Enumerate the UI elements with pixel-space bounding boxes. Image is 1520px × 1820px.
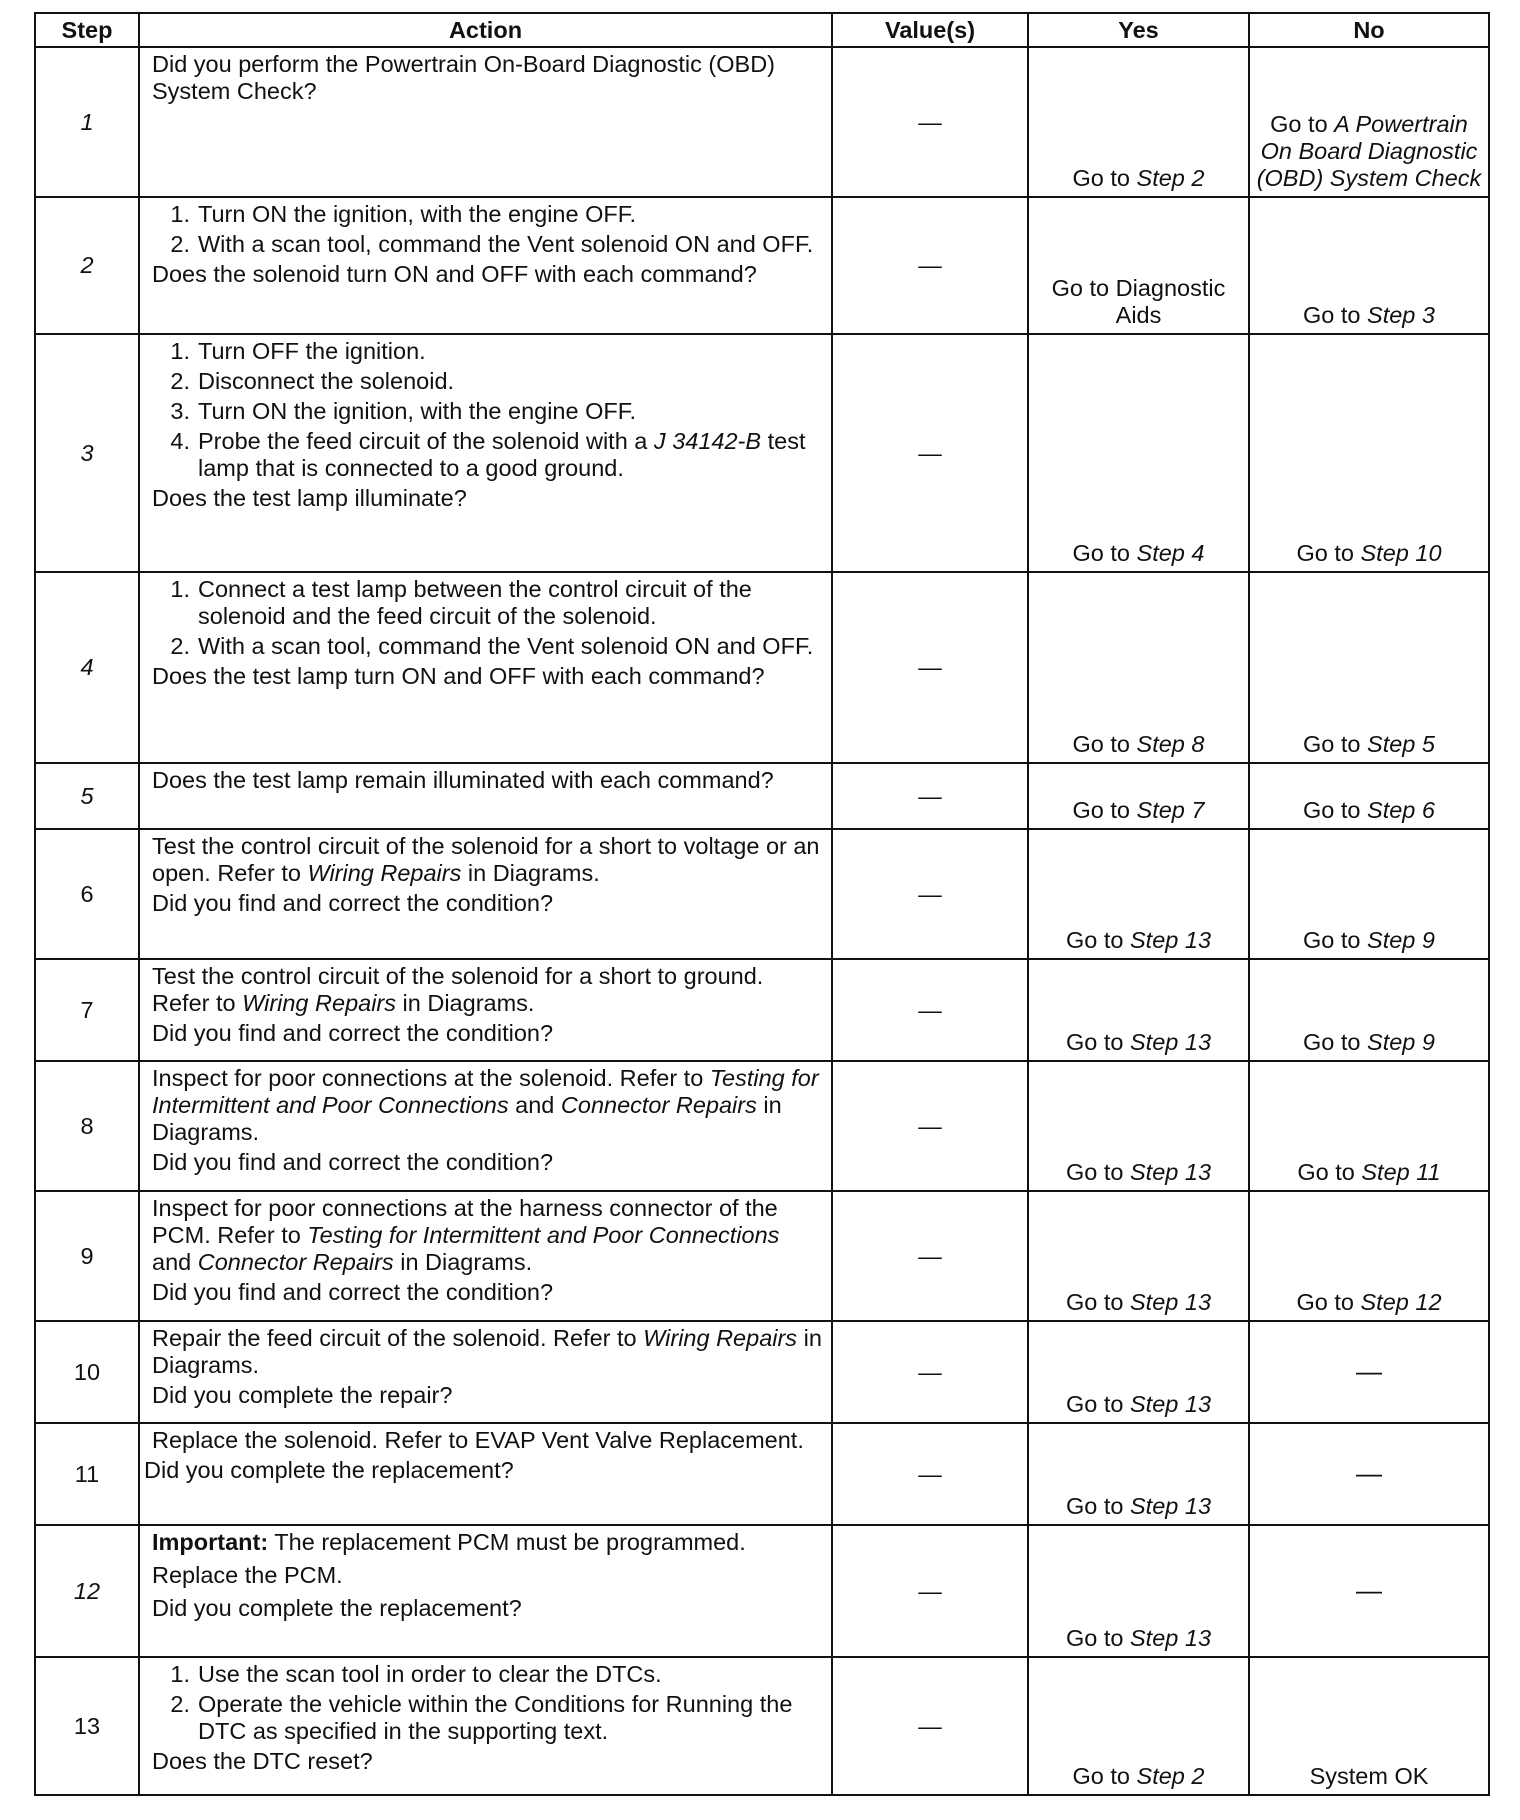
table-row [35, 1321, 1489, 1423]
item-text: Connect a test lamp between the control circuit of the solenoid and the feed circuit of the solenoid. [198, 576, 752, 629]
step-number: 10 [35, 1321, 139, 1423]
item-text [198, 428, 823, 482]
step-number: 8 [35, 1061, 139, 1191]
action-cell [139, 197, 832, 334]
doc-reference: Connector Repairs [560, 1092, 757, 1118]
yes-prefix: Go to [1065, 1159, 1130, 1185]
action-text-part: in Diagrams. [461, 860, 600, 886]
no-step-ref: Step 5 [1367, 731, 1435, 757]
yes-cell [1028, 829, 1249, 959]
doc-reference: Wiring Repairs [643, 1325, 798, 1351]
no-cell [1249, 1061, 1489, 1191]
value-cell: — [832, 334, 1028, 572]
action-cell [139, 334, 832, 572]
yes-prefix: Go to [1072, 165, 1137, 191]
numbered-item [152, 428, 823, 482]
no-step-ref: Step 9 [1367, 1029, 1435, 1055]
item-number: 4. [170, 428, 190, 454]
numbered-item [152, 201, 823, 228]
yes-step-ref: Step 13 [1130, 1625, 1212, 1651]
doc-reference: Wiring Repairs [307, 860, 462, 886]
action-cell [139, 1061, 832, 1191]
no-prefix: Go to [1303, 797, 1368, 823]
action-question: Did you find and correct the condition? [152, 1149, 554, 1175]
yes-cell: Go to Diagnostic Aids [1028, 197, 1249, 334]
action-text [152, 1325, 823, 1379]
item-text: Turn ON the ignition, with the engine OFF. [198, 398, 637, 424]
item-number: 1. [170, 576, 190, 602]
step-number: 9 [35, 1191, 139, 1321]
diagnostic-table [34, 12, 1490, 1796]
no-cell: — [1249, 1423, 1489, 1525]
yes-cell [1028, 47, 1249, 197]
table-row [35, 572, 1489, 763]
doc-reference: Testing for Intermittent and Poor Connections [152, 1065, 819, 1118]
no-prefix: Go to [1303, 302, 1368, 328]
yes-cell [1028, 1321, 1249, 1423]
tool-reference: J 34142-B [653, 428, 762, 454]
action-text [152, 833, 823, 887]
value-cell: — [832, 1525, 1028, 1657]
yes-cell [1028, 1191, 1249, 1321]
table-row [35, 1191, 1489, 1321]
action-cell [139, 829, 832, 959]
action-question: Did you find and correct the condition? [152, 890, 554, 916]
action-cell [139, 1525, 832, 1657]
value-cell: — [832, 572, 1028, 763]
action-question: Does the test lamp illuminate? [152, 485, 467, 511]
action-cell [139, 763, 832, 829]
item-text: With a scan tool, command the Vent solenoid ON and OFF. [198, 633, 814, 659]
table-row [35, 47, 1489, 197]
yes-cell [1028, 334, 1249, 572]
action-question: Did you find and correct the condition? [152, 1020, 554, 1046]
item-text-part: Probe the feed circuit of the solenoid with a [198, 428, 654, 454]
action-text-part: in Diagrams. [396, 990, 535, 1016]
no-step-ref: A Powertrain On Board Diagnostic (OBD) System Check [1256, 111, 1482, 191]
yes-step-ref: Step 13 [1130, 1391, 1212, 1417]
yes-cell [1028, 572, 1249, 763]
yes-prefix: Go to [1072, 1763, 1137, 1789]
value-cell: — [832, 1321, 1028, 1423]
action-text-part: Test the control circuit of the solenoid for a short to ground. Refer to [152, 963, 764, 1016]
no-cell: System OK [1249, 1657, 1489, 1795]
value-cell: — [832, 829, 1028, 959]
no-cell [1249, 763, 1489, 829]
item-number: 1. [170, 1661, 190, 1687]
no-prefix: Go to [1296, 1289, 1361, 1315]
action-cell [139, 1191, 832, 1321]
doc-reference: Connector Repairs [197, 1249, 394, 1275]
value-cell: — [832, 1423, 1028, 1525]
value-cell: — [832, 1191, 1028, 1321]
action-question: Does the solenoid turn ON and OFF with each command? [152, 261, 757, 287]
action-text: Did you perform the Powertrain On-Board Diagnostic (OBD) System Check? [152, 51, 775, 104]
no-step-ref: Step 6 [1367, 797, 1435, 823]
action-cell [139, 572, 832, 763]
important-text: The replacement PCM must be programmed. [268, 1529, 746, 1555]
action-cell [139, 1321, 832, 1423]
item-number: 1. [170, 201, 190, 227]
yes-prefix: Go to [1072, 797, 1137, 823]
no-step-ref: Step 3 [1367, 302, 1435, 328]
numbered-item [152, 338, 823, 365]
yes-step-ref: Step 13 [1130, 1029, 1212, 1055]
action-text-part: Test the control circuit of the solenoid for a short to voltage or an open. Refer to [152, 833, 820, 886]
item-number: 2. [170, 231, 190, 257]
table-row [35, 334, 1489, 572]
no-step-ref: Step 11 [1361, 1159, 1441, 1185]
numbered-item [152, 398, 823, 425]
action-text-part: and [508, 1092, 561, 1118]
value-cell: — [832, 197, 1028, 334]
action-text-part: Inspect for poor connections at the solenoid. Refer to [152, 1065, 710, 1091]
value-cell: — [832, 1657, 1028, 1795]
table-row [35, 1061, 1489, 1191]
yes-step-ref: Step 13 [1130, 927, 1212, 953]
header-yes: Yes [1028, 13, 1249, 47]
action-text-part: in Diagrams. [393, 1249, 533, 1275]
action-text [152, 963, 823, 1017]
doc-reference: Testing for Intermittent and Poor Connections [307, 1222, 780, 1248]
yes-prefix: Go to [1065, 927, 1130, 953]
step-number: 4 [35, 572, 139, 763]
step-number: 7 [35, 959, 139, 1061]
action-text-part: Inspect for poor connections at the harness connector of the PCM. Refer to [152, 1195, 778, 1248]
yes-step-ref: Step 2 [1136, 1763, 1205, 1789]
yes-cell [1028, 1657, 1249, 1795]
no-cell: — [1249, 1525, 1489, 1657]
header-step: Step [35, 13, 139, 47]
no-cell: — [1249, 1321, 1489, 1423]
table-row [35, 1657, 1489, 1795]
no-step-ref: Step 12 [1360, 1289, 1442, 1315]
action-cell [139, 47, 832, 197]
no-cell [1249, 829, 1489, 959]
no-prefix: Go to [1270, 111, 1335, 137]
doc-reference: Wiring Repairs [242, 990, 397, 1016]
action-text [152, 1195, 823, 1276]
yes-step-ref: Step 13 [1130, 1289, 1212, 1315]
numbered-item [152, 1661, 823, 1688]
step-number: 3 [35, 334, 139, 572]
action-question: Did you find and correct the condition? [152, 1279, 554, 1305]
item-text: With a scan tool, command the Vent solenoid ON and OFF. [198, 231, 814, 257]
item-number: 3. [170, 398, 190, 424]
yes-step-ref: Step 13 [1130, 1493, 1212, 1519]
step-number: 1 [35, 47, 139, 197]
no-cell [1249, 572, 1489, 763]
no-cell [1249, 1191, 1489, 1321]
value-cell: — [832, 47, 1028, 197]
table-row [35, 1423, 1489, 1525]
no-cell [1249, 959, 1489, 1061]
no-step-ref: Step 10 [1360, 540, 1442, 566]
table-row [35, 1525, 1489, 1657]
header-no: No [1249, 13, 1489, 47]
header-values: Value(s) [832, 13, 1028, 47]
no-prefix: Go to [1296, 540, 1361, 566]
action-question: Does the test lamp turn ON and OFF with each command? [152, 663, 765, 689]
numbered-item [152, 368, 823, 395]
item-text: Turn OFF the ignition. [198, 338, 426, 364]
item-text-part: test lamp that is connected to a good ground. [198, 428, 806, 481]
yes-step-ref: Step 2 [1136, 165, 1205, 191]
action-question: Did you complete the replacement? [152, 1595, 522, 1621]
yes-cell [1028, 1525, 1249, 1657]
table-row [35, 959, 1489, 1061]
value-cell: — [832, 959, 1028, 1061]
yes-step-ref: Step 4 [1136, 540, 1205, 566]
no-cell [1249, 197, 1489, 334]
numbered-item [152, 576, 823, 630]
action-text-part: Repair the feed circuit of the solenoid. Refer to [152, 1325, 644, 1351]
no-prefix: Go to [1303, 927, 1368, 953]
action-cell [139, 1657, 832, 1795]
item-number: 2. [170, 368, 190, 394]
step-number: 13 [35, 1657, 139, 1795]
action-text: Replace the PCM. [152, 1562, 343, 1588]
yes-prefix: Go to [1065, 1625, 1130, 1651]
step-number: 12 [35, 1525, 139, 1657]
item-number: 2. [170, 633, 190, 659]
numbered-item [152, 633, 823, 660]
item-text: Operate the vehicle within the Conditions for Running the DTC as specified in the supporting text. [198, 1691, 793, 1744]
value-cell: — [832, 1061, 1028, 1191]
action-text-part: in Diagrams. [152, 1092, 782, 1145]
item-number: 2. [170, 1691, 190, 1717]
step-number: 5 [35, 763, 139, 829]
no-prefix: Go to [1303, 1029, 1368, 1055]
action-question: Does the DTC reset? [152, 1748, 373, 1774]
numbered-item [152, 231, 823, 258]
yes-prefix: Go to [1065, 1029, 1130, 1055]
step-number: 11 [35, 1423, 139, 1525]
no-step-ref: Step 9 [1367, 927, 1435, 953]
header-action: Action [139, 13, 832, 47]
action-cell [139, 1423, 832, 1525]
action-cell [139, 959, 832, 1061]
action-question: Did you complete the replacement? [144, 1457, 514, 1483]
yes-prefix: Go to [1065, 1493, 1130, 1519]
no-cell [1249, 334, 1489, 572]
yes-prefix: Go to [1072, 731, 1137, 757]
action-text: Does the test lamp remain illuminated with each command? [152, 767, 774, 793]
important-note [152, 1529, 823, 1556]
value-cell: — [832, 763, 1028, 829]
yes-prefix: Go to [1072, 540, 1137, 566]
step-number: 2 [35, 197, 139, 334]
numbered-item [152, 1691, 823, 1745]
action-text [152, 1065, 823, 1146]
yes-step-ref: Step 13 [1130, 1159, 1212, 1185]
yes-prefix: Go to [1065, 1289, 1130, 1315]
action-text-part: in Diagrams. [152, 1325, 822, 1378]
yes-cell [1028, 959, 1249, 1061]
item-text: Disconnect the solenoid. [198, 368, 455, 394]
table-row [35, 829, 1489, 959]
action-question: Did you complete the repair? [152, 1382, 453, 1408]
yes-step-ref: Step 8 [1136, 731, 1205, 757]
item-text: Use the scan tool in order to clear the DTCs. [198, 1661, 662, 1687]
important-label: Important: [152, 1529, 269, 1555]
header-row [35, 13, 1489, 47]
action-text: Replace the solenoid. Refer to EVAP Vent Valve Replacement. [152, 1427, 804, 1453]
no-prefix: Go to [1297, 1159, 1362, 1185]
yes-cell [1028, 1423, 1249, 1525]
yes-step-ref: Step 7 [1136, 797, 1205, 823]
step-number: 6 [35, 829, 139, 959]
no-prefix: Go to [1303, 731, 1368, 757]
item-text: Turn ON the ignition, with the engine OFF. [198, 201, 637, 227]
yes-prefix: Go to [1065, 1391, 1130, 1417]
yes-cell [1028, 1061, 1249, 1191]
action-text-part: and [152, 1249, 198, 1275]
yes-cell [1028, 763, 1249, 829]
table-row [35, 197, 1489, 334]
no-cell [1249, 47, 1489, 197]
item-number: 1. [170, 338, 190, 364]
table-row [35, 763, 1489, 829]
